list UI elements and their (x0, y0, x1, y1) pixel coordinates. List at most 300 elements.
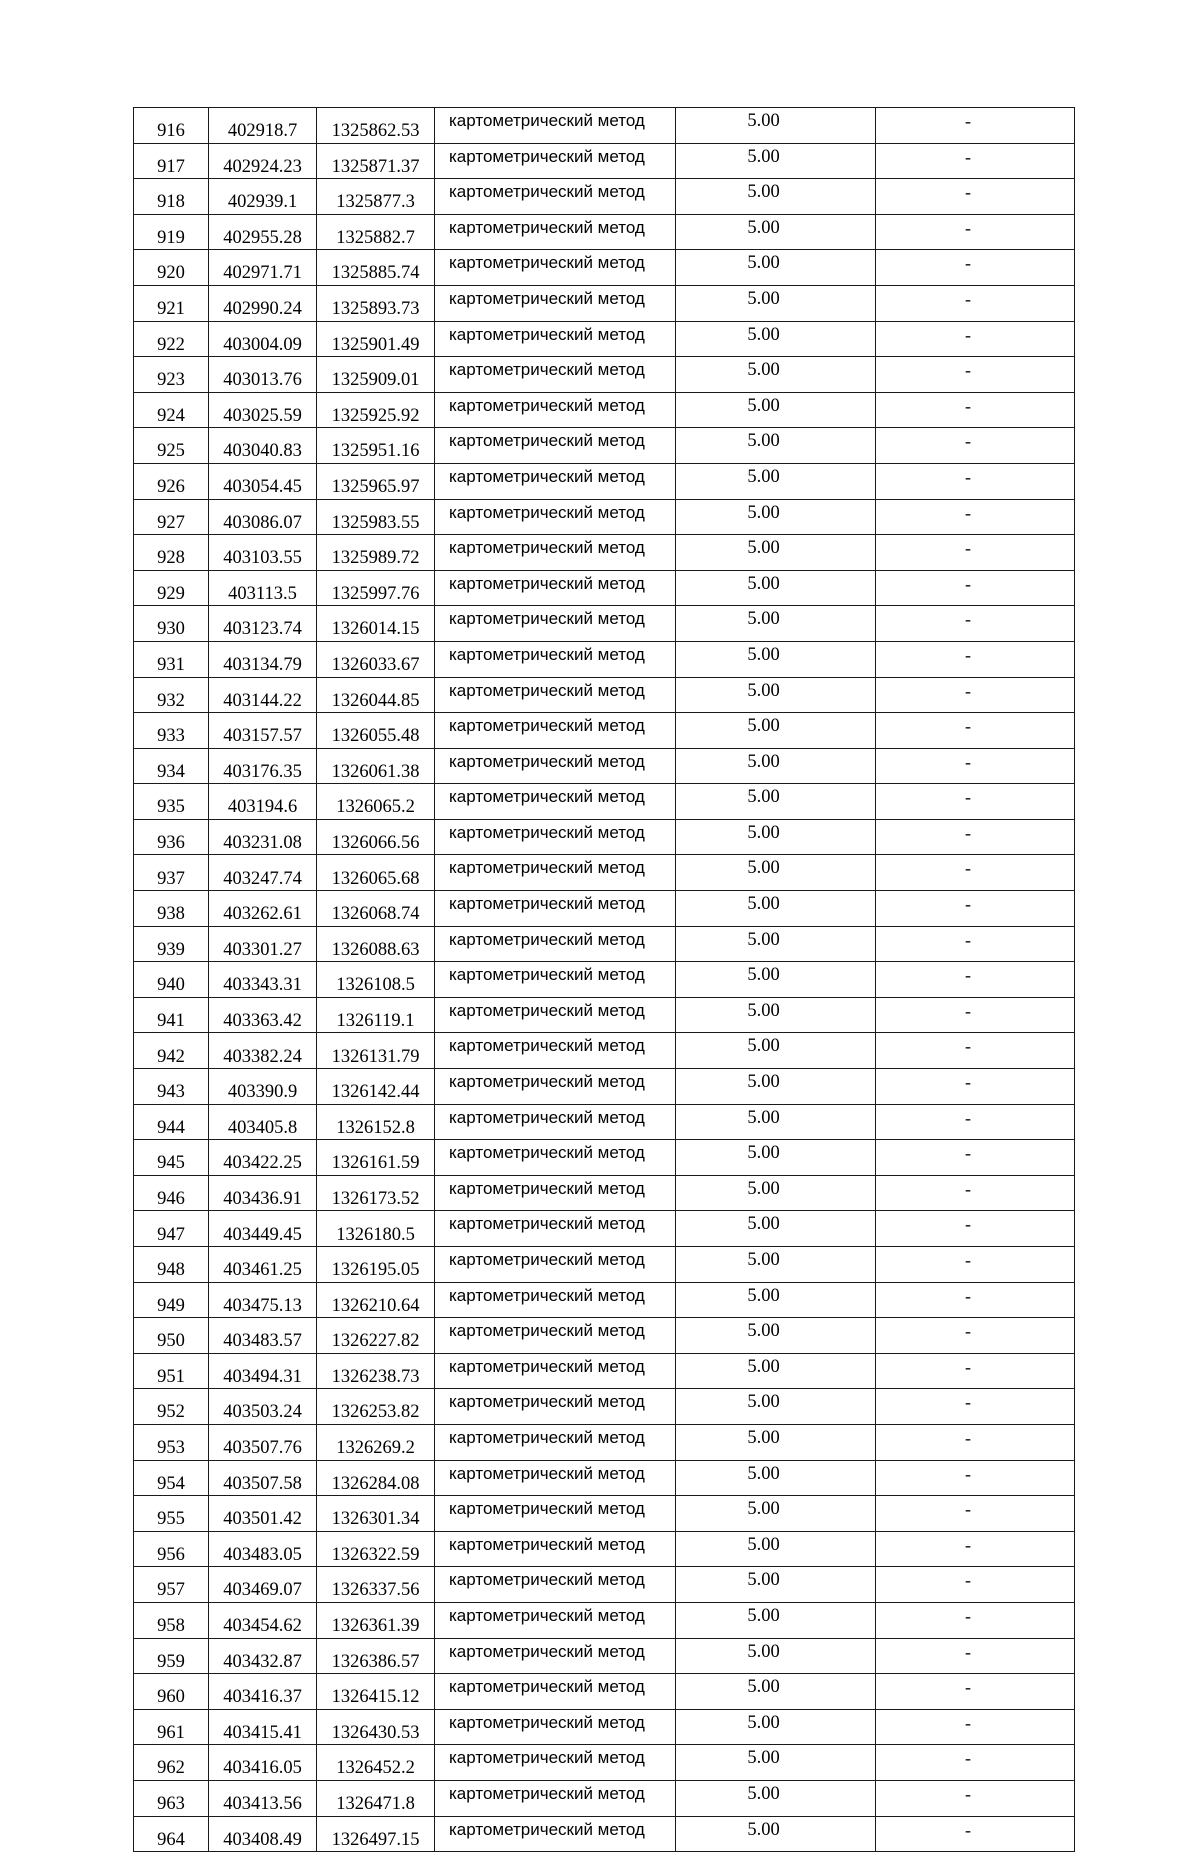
y-coordinate-cell: 1326068.74 (317, 891, 435, 927)
table-row (134, 641, 1075, 677)
accuracy-cell: 5.00 (676, 1816, 876, 1852)
x-coordinate-cell: 403054.45 (209, 463, 317, 499)
note-cell: - (876, 1211, 1075, 1247)
x-coordinate-cell: 403194.6 (209, 784, 317, 820)
accuracy-cell: 5.00 (676, 1496, 876, 1532)
y-coordinate-cell: 1326337.56 (317, 1567, 435, 1603)
x-coordinate-cell: 403475.13 (209, 1282, 317, 1318)
note-cell: - (876, 1069, 1075, 1105)
note-cell: - (876, 1424, 1075, 1460)
y-coordinate-cell: 1326108.5 (317, 962, 435, 998)
note-cell: - (876, 1389, 1075, 1425)
y-coordinate-cell: 1325901.49 (317, 321, 435, 357)
x-coordinate-cell: 403449.45 (209, 1211, 317, 1247)
point-number-cell: 959 (134, 1638, 209, 1674)
method-cell: картометрический метод (435, 285, 676, 321)
point-number-cell: 964 (134, 1816, 209, 1852)
point-number-cell: 939 (134, 926, 209, 962)
y-coordinate-cell: 1326173.52 (317, 1175, 435, 1211)
point-number-cell: 933 (134, 713, 209, 749)
note-cell: - (876, 357, 1075, 393)
table-row (134, 357, 1075, 393)
note-cell: - (876, 1780, 1075, 1816)
accuracy-cell: 5.00 (676, 428, 876, 464)
table-row (134, 143, 1075, 179)
point-number-cell: 922 (134, 321, 209, 357)
point-number-cell: 951 (134, 1353, 209, 1389)
method-cell: картометрический метод (435, 570, 676, 606)
accuracy-cell: 5.00 (676, 748, 876, 784)
x-coordinate-cell: 403144.22 (209, 677, 317, 713)
table-row (134, 214, 1075, 250)
table-row (134, 819, 1075, 855)
point-number-cell: 947 (134, 1211, 209, 1247)
method-cell: картометрический метод (435, 499, 676, 535)
x-coordinate-cell: 403494.31 (209, 1353, 317, 1389)
note-cell: - (876, 428, 1075, 464)
x-coordinate-cell: 403469.07 (209, 1567, 317, 1603)
point-number-cell: 936 (134, 819, 209, 855)
table-row (134, 428, 1075, 464)
table-row (134, 1104, 1075, 1140)
point-number-cell: 916 (134, 108, 209, 144)
accuracy-cell: 5.00 (676, 1389, 876, 1425)
y-coordinate-cell: 1325997.76 (317, 570, 435, 606)
note-cell: - (876, 1282, 1075, 1318)
accuracy-cell: 5.00 (676, 1638, 876, 1674)
x-coordinate-cell: 403432.87 (209, 1638, 317, 1674)
y-coordinate-cell: 1326361.39 (317, 1602, 435, 1638)
accuracy-cell: 5.00 (676, 392, 876, 428)
table-row (134, 962, 1075, 998)
x-coordinate-cell: 403483.57 (209, 1318, 317, 1354)
y-coordinate-cell: 1326161.59 (317, 1140, 435, 1176)
point-number-cell: 961 (134, 1709, 209, 1745)
table-row (134, 1175, 1075, 1211)
note-cell: - (876, 1567, 1075, 1603)
x-coordinate-cell: 403422.25 (209, 1140, 317, 1176)
point-number-cell: 962 (134, 1745, 209, 1781)
note-cell: - (876, 1460, 1075, 1496)
point-number-cell: 918 (134, 179, 209, 215)
x-coordinate-cell: 403507.58 (209, 1460, 317, 1496)
method-cell: картометрический метод (435, 891, 676, 927)
point-number-cell: 930 (134, 606, 209, 642)
x-coordinate-cell: 403363.42 (209, 997, 317, 1033)
table-row (134, 1282, 1075, 1318)
point-number-cell: 929 (134, 570, 209, 606)
note-cell: - (876, 748, 1075, 784)
method-cell: картометрический метод (435, 1318, 676, 1354)
accuracy-cell: 5.00 (676, 1353, 876, 1389)
method-cell: картометрический метод (435, 1247, 676, 1283)
method-cell: картометрический метод (435, 1780, 676, 1816)
table-row (134, 321, 1075, 357)
point-number-cell: 953 (134, 1424, 209, 1460)
x-coordinate-cell: 403405.8 (209, 1104, 317, 1140)
note-cell: - (876, 1104, 1075, 1140)
x-coordinate-cell: 402924.23 (209, 143, 317, 179)
method-cell: картометрический метод (435, 1424, 676, 1460)
method-cell: картометрический метод (435, 250, 676, 286)
method-cell: картометрический метод (435, 357, 676, 393)
note-cell: - (876, 108, 1075, 144)
x-coordinate-cell: 403382.24 (209, 1033, 317, 1069)
y-coordinate-cell: 1325951.16 (317, 428, 435, 464)
table-row (134, 1567, 1075, 1603)
point-number-cell: 946 (134, 1175, 209, 1211)
note-cell: - (876, 1140, 1075, 1176)
table-row (134, 1674, 1075, 1710)
note-cell: - (876, 499, 1075, 535)
table-row (134, 1211, 1075, 1247)
point-number-cell: 928 (134, 535, 209, 571)
y-coordinate-cell: 1326471.8 (317, 1780, 435, 1816)
table-row (134, 1531, 1075, 1567)
accuracy-cell: 5.00 (676, 1531, 876, 1567)
table-row (134, 1638, 1075, 1674)
method-cell: картометрический метод (435, 214, 676, 250)
x-coordinate-cell: 403262.61 (209, 891, 317, 927)
y-coordinate-cell: 1325983.55 (317, 499, 435, 535)
y-coordinate-cell: 1325965.97 (317, 463, 435, 499)
point-number-cell: 940 (134, 962, 209, 998)
y-coordinate-cell: 1326065.2 (317, 784, 435, 820)
table-row (134, 1460, 1075, 1496)
accuracy-cell: 5.00 (676, 179, 876, 215)
point-number-cell: 932 (134, 677, 209, 713)
x-coordinate-cell: 403390.9 (209, 1069, 317, 1105)
accuracy-cell: 5.00 (676, 1674, 876, 1710)
table-row (134, 855, 1075, 891)
x-coordinate-cell: 403004.09 (209, 321, 317, 357)
x-coordinate-cell: 403461.25 (209, 1247, 317, 1283)
y-coordinate-cell: 1326065.68 (317, 855, 435, 891)
method-cell: картометрический метод (435, 1175, 676, 1211)
y-coordinate-cell: 1326430.53 (317, 1709, 435, 1745)
y-coordinate-cell: 1325925.92 (317, 392, 435, 428)
note-cell: - (876, 713, 1075, 749)
method-cell: картометрический метод (435, 1389, 676, 1425)
method-cell: картометрический метод (435, 748, 676, 784)
note-cell: - (876, 1638, 1075, 1674)
point-number-cell: 952 (134, 1389, 209, 1425)
point-number-cell: 920 (134, 250, 209, 286)
point-number-cell: 957 (134, 1567, 209, 1603)
accuracy-cell: 5.00 (676, 855, 876, 891)
accuracy-cell: 5.00 (676, 641, 876, 677)
x-coordinate-cell: 403176.35 (209, 748, 317, 784)
table-row (134, 1140, 1075, 1176)
accuracy-cell: 5.00 (676, 1033, 876, 1069)
point-number-cell: 941 (134, 997, 209, 1033)
point-number-cell: 954 (134, 1460, 209, 1496)
y-coordinate-cell: 1326033.67 (317, 641, 435, 677)
point-number-cell: 926 (134, 463, 209, 499)
accuracy-cell: 5.00 (676, 1780, 876, 1816)
note-cell: - (876, 1602, 1075, 1638)
x-coordinate-cell: 403501.42 (209, 1496, 317, 1532)
point-number-cell: 927 (134, 499, 209, 535)
y-coordinate-cell: 1326227.82 (317, 1318, 435, 1354)
point-number-cell: 942 (134, 1033, 209, 1069)
table-row (134, 570, 1075, 606)
note-cell: - (876, 1247, 1075, 1283)
method-cell: картометрический метод (435, 1282, 676, 1318)
point-number-cell: 955 (134, 1496, 209, 1532)
x-coordinate-cell: 403415.41 (209, 1709, 317, 1745)
note-cell: - (876, 392, 1075, 428)
method-cell: картометрический метод (435, 1211, 676, 1247)
point-number-cell: 931 (134, 641, 209, 677)
accuracy-cell: 5.00 (676, 463, 876, 499)
point-number-cell: 938 (134, 891, 209, 927)
y-coordinate-cell: 1326088.63 (317, 926, 435, 962)
table-row (134, 1247, 1075, 1283)
y-coordinate-cell: 1326152.8 (317, 1104, 435, 1140)
table-row (134, 285, 1075, 321)
accuracy-cell: 5.00 (676, 926, 876, 962)
table-row (134, 1033, 1075, 1069)
table-row (134, 250, 1075, 286)
point-number-cell: 923 (134, 357, 209, 393)
accuracy-cell: 5.00 (676, 1460, 876, 1496)
method-cell: картометрический метод (435, 1496, 676, 1532)
note-cell: - (876, 179, 1075, 215)
table-row (134, 784, 1075, 820)
y-coordinate-cell: 1326119.1 (317, 997, 435, 1033)
accuracy-cell: 5.00 (676, 1140, 876, 1176)
method-cell: картометрический метод (435, 1709, 676, 1745)
accuracy-cell: 5.00 (676, 606, 876, 642)
method-cell: картометрический метод (435, 1745, 676, 1781)
table-row (134, 1745, 1075, 1781)
y-coordinate-cell: 1326142.44 (317, 1069, 435, 1105)
note-cell: - (876, 250, 1075, 286)
x-coordinate-cell: 403103.55 (209, 535, 317, 571)
y-coordinate-cell: 1326284.08 (317, 1460, 435, 1496)
accuracy-cell: 5.00 (676, 1282, 876, 1318)
point-number-cell: 919 (134, 214, 209, 250)
method-cell: картометрический метод (435, 1674, 676, 1710)
table-row (134, 179, 1075, 215)
accuracy-cell: 5.00 (676, 677, 876, 713)
point-number-cell: 949 (134, 1282, 209, 1318)
note-cell: - (876, 819, 1075, 855)
accuracy-cell: 5.00 (676, 1211, 876, 1247)
table-row (134, 1318, 1075, 1354)
accuracy-cell: 5.00 (676, 1602, 876, 1638)
x-coordinate-cell: 403247.74 (209, 855, 317, 891)
accuracy-cell: 5.00 (676, 1247, 876, 1283)
table-row (134, 606, 1075, 642)
y-coordinate-cell: 1325989.72 (317, 535, 435, 571)
point-number-cell: 934 (134, 748, 209, 784)
x-coordinate-cell: 403013.76 (209, 357, 317, 393)
method-cell: картометрический метод (435, 1816, 676, 1852)
y-coordinate-cell: 1326253.82 (317, 1389, 435, 1425)
point-number-cell: 963 (134, 1780, 209, 1816)
accuracy-cell: 5.00 (676, 1424, 876, 1460)
note-cell: - (876, 997, 1075, 1033)
table-row (134, 1389, 1075, 1425)
method-cell: картометрический метод (435, 428, 676, 464)
x-coordinate-cell: 403134.79 (209, 641, 317, 677)
y-coordinate-cell: 1326210.64 (317, 1282, 435, 1318)
note-cell: - (876, 1496, 1075, 1532)
accuracy-cell: 5.00 (676, 1104, 876, 1140)
point-number-cell: 925 (134, 428, 209, 464)
accuracy-cell: 5.00 (676, 321, 876, 357)
y-coordinate-cell: 1326322.59 (317, 1531, 435, 1567)
point-number-cell: 917 (134, 143, 209, 179)
method-cell: картометрический метод (435, 641, 676, 677)
y-coordinate-cell: 1326061.38 (317, 748, 435, 784)
x-coordinate-cell: 403503.24 (209, 1389, 317, 1425)
y-coordinate-cell: 1325909.01 (317, 357, 435, 393)
y-coordinate-cell: 1326269.2 (317, 1424, 435, 1460)
point-number-cell: 943 (134, 1069, 209, 1105)
note-cell: - (876, 1318, 1075, 1354)
coordinates-table (133, 107, 1075, 1852)
table-row (134, 463, 1075, 499)
table-row (134, 1353, 1075, 1389)
accuracy-cell: 5.00 (676, 1567, 876, 1603)
note-cell: - (876, 1745, 1075, 1781)
table-row (134, 1780, 1075, 1816)
table-row (134, 1602, 1075, 1638)
note-cell: - (876, 214, 1075, 250)
method-cell: картометрический метод (435, 784, 676, 820)
method-cell: картометрический метод (435, 1140, 676, 1176)
method-cell: картометрический метод (435, 997, 676, 1033)
note-cell: - (876, 1531, 1075, 1567)
accuracy-cell: 5.00 (676, 250, 876, 286)
accuracy-cell: 5.00 (676, 143, 876, 179)
point-number-cell: 945 (134, 1140, 209, 1176)
x-coordinate-cell: 403025.59 (209, 392, 317, 428)
method-cell: картометрический метод (435, 1638, 676, 1674)
table-row (134, 891, 1075, 927)
note-cell: - (876, 285, 1075, 321)
y-coordinate-cell: 1326415.12 (317, 1674, 435, 1710)
y-coordinate-cell: 1326180.5 (317, 1211, 435, 1247)
note-cell: - (876, 677, 1075, 713)
y-coordinate-cell: 1326497.15 (317, 1816, 435, 1852)
note-cell: - (876, 606, 1075, 642)
table-row (134, 748, 1075, 784)
table-row (134, 1069, 1075, 1105)
x-coordinate-cell: 402990.24 (209, 285, 317, 321)
method-cell: картометрический метод (435, 179, 676, 215)
table-row (134, 1496, 1075, 1532)
y-coordinate-cell: 1326044.85 (317, 677, 435, 713)
table-row (134, 677, 1075, 713)
method-cell: картометрический метод (435, 1567, 676, 1603)
note-cell: - (876, 535, 1075, 571)
note-cell: - (876, 1353, 1075, 1389)
note-cell: - (876, 1175, 1075, 1211)
table-row (134, 108, 1075, 144)
accuracy-cell: 5.00 (676, 499, 876, 535)
method-cell: картометрический метод (435, 463, 676, 499)
note-cell: - (876, 1816, 1075, 1852)
method-cell: картометрический метод (435, 1602, 676, 1638)
x-coordinate-cell: 403483.05 (209, 1531, 317, 1567)
accuracy-cell: 5.00 (676, 819, 876, 855)
y-coordinate-cell: 1326238.73 (317, 1353, 435, 1389)
accuracy-cell: 5.00 (676, 1709, 876, 1745)
x-coordinate-cell: 403157.57 (209, 713, 317, 749)
method-cell: картометрический метод (435, 1069, 676, 1105)
y-coordinate-cell: 1326131.79 (317, 1033, 435, 1069)
note-cell: - (876, 570, 1075, 606)
x-coordinate-cell: 403113.5 (209, 570, 317, 606)
x-coordinate-cell: 403436.91 (209, 1175, 317, 1211)
note-cell: - (876, 143, 1075, 179)
y-coordinate-cell: 1325882.7 (317, 214, 435, 250)
y-coordinate-cell: 1325893.73 (317, 285, 435, 321)
method-cell: картометрический метод (435, 1531, 676, 1567)
y-coordinate-cell: 1326452.2 (317, 1745, 435, 1781)
x-coordinate-cell: 403231.08 (209, 819, 317, 855)
y-coordinate-cell: 1325877.3 (317, 179, 435, 215)
table-row (134, 1424, 1075, 1460)
method-cell: картометрический метод (435, 962, 676, 998)
x-coordinate-cell: 403086.07 (209, 499, 317, 535)
accuracy-cell: 5.00 (676, 713, 876, 749)
y-coordinate-cell: 1325871.37 (317, 143, 435, 179)
accuracy-cell: 5.00 (676, 108, 876, 144)
accuracy-cell: 5.00 (676, 997, 876, 1033)
y-coordinate-cell: 1325862.53 (317, 108, 435, 144)
x-coordinate-cell: 402918.7 (209, 108, 317, 144)
note-cell: - (876, 321, 1075, 357)
method-cell: картометрический метод (435, 819, 676, 855)
y-coordinate-cell: 1325885.74 (317, 250, 435, 286)
x-coordinate-cell: 403416.37 (209, 1674, 317, 1710)
accuracy-cell: 5.00 (676, 570, 876, 606)
method-cell: картометрический метод (435, 108, 676, 144)
coordinates-table-body (134, 108, 1075, 1852)
table-row (134, 1816, 1075, 1852)
note-cell: - (876, 962, 1075, 998)
note-cell: - (876, 926, 1075, 962)
accuracy-cell: 5.00 (676, 535, 876, 571)
method-cell: картометрический метод (435, 713, 676, 749)
point-number-cell: 935 (134, 784, 209, 820)
y-coordinate-cell: 1326066.56 (317, 819, 435, 855)
note-cell: - (876, 641, 1075, 677)
accuracy-cell: 5.00 (676, 1745, 876, 1781)
point-number-cell: 956 (134, 1531, 209, 1567)
table-row (134, 535, 1075, 571)
method-cell: картометрический метод (435, 143, 676, 179)
method-cell: картометрический метод (435, 1460, 676, 1496)
method-cell: картометрический метод (435, 392, 676, 428)
x-coordinate-cell: 403416.05 (209, 1745, 317, 1781)
table-row (134, 926, 1075, 962)
method-cell: картометрический метод (435, 855, 676, 891)
note-cell: - (876, 784, 1075, 820)
table-row (134, 392, 1075, 428)
method-cell: картометрический метод (435, 321, 676, 357)
point-number-cell: 924 (134, 392, 209, 428)
method-cell: картометрический метод (435, 1353, 676, 1389)
point-number-cell: 937 (134, 855, 209, 891)
point-number-cell: 958 (134, 1602, 209, 1638)
table-row (134, 997, 1075, 1033)
